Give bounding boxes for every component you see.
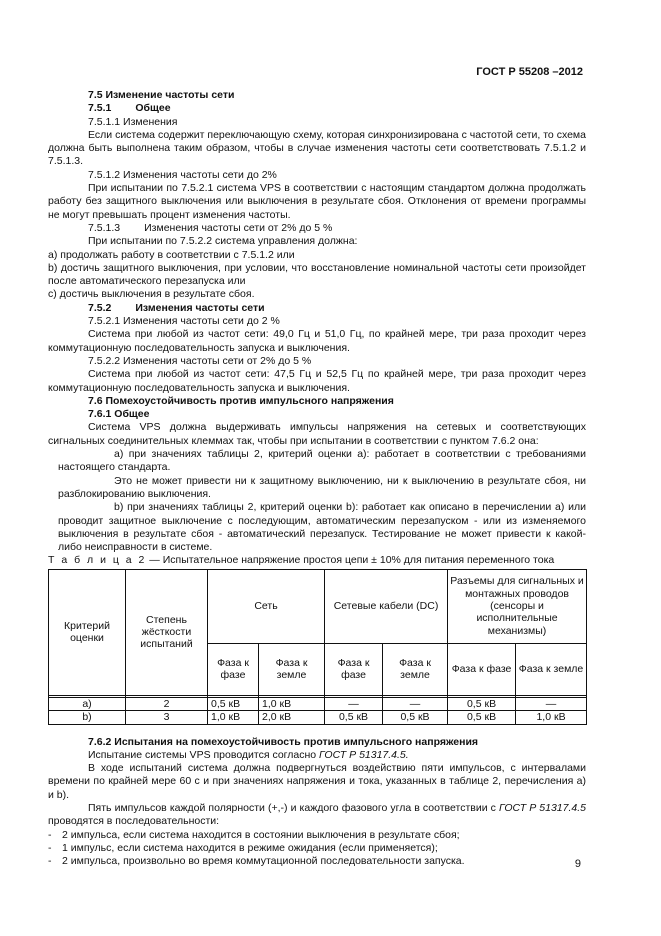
page-number: 9 xyxy=(574,858,581,870)
section-7-5-2-number: 7.5.2 xyxy=(88,301,112,314)
section-7-5-1-3-label: Изменения частоты сети от 2% до 5 % xyxy=(144,221,333,234)
table-subheader-dc-phase-phase: Фаза к фазе xyxy=(325,643,383,695)
table-row xyxy=(49,697,587,710)
table-2-caption-label: Т а б л и ц а 2 xyxy=(48,554,147,567)
section-7-6-2-p1-text: Испытание системы VPS проводится согласно xyxy=(88,748,320,761)
list-item-text: 2 импульса, если система находится в состоянии выключения в результате сбоя; xyxy=(62,828,460,841)
section-7-5-title: 7.5 Изменение частоты сети xyxy=(88,89,235,101)
section-7-5-1-3-number: 7.5.1.3 xyxy=(88,221,121,234)
table-2 xyxy=(48,569,587,725)
section-7-5-1-1-title: 7.5.1.1 Изменения xyxy=(88,115,178,128)
section-7-5-2-label: Изменения частоты сети xyxy=(135,301,265,314)
section-7-5-1-2-title: 7.5.1.2 Изменения частоты сети до 2% xyxy=(88,168,277,181)
section-7-5-2-title xyxy=(48,302,586,315)
list-item-b: b) достичь защитного выключения, при условии, что восстановление номинальной частоты сети произойдет после автоматического перезапуска или xyxy=(48,261,586,288)
table-subheader-mains-phase-ground: Фаза к земле xyxy=(259,643,325,695)
section-7-5-2-1-title: 7.5.2.1 Изменения частоты сети до 2 % xyxy=(88,315,280,328)
table-header-mains: Сеть xyxy=(208,569,325,643)
surge-item-b: b) при значениях таблицы 2, критерий оценки b): работает как описано в перечислении а) или проводит защитное выключение с последующим, автоматическим перезапуском - или из изменяемого выключения в результате сбоя - автоматический перезапуск. Тестирование не может привести к какой-либо неисправности в системе. xyxy=(58,501,586,554)
table-cell-severity: 2 xyxy=(126,697,208,710)
gost-reference: ГОСТ Р 51317.4.5. xyxy=(319,748,409,761)
table-header-severity: Степень жёсткости испытаний xyxy=(126,569,208,695)
table-cell-mains-pp: 1,0 кВ xyxy=(208,711,259,724)
section-7-5-1-1-text: Если система содержит переключающую схему, которая синхронизирована с частотой сети, то схема должна быть выполнена таким образом, чтобы в случае изменения частоты сети соответствовать 7.5.1.2 и 7.5.1.3. xyxy=(48,128,586,168)
table-cell-signal-pp: 0,5 кВ xyxy=(448,697,516,710)
table-cell-mains-pg: 1,0 кВ xyxy=(259,697,325,710)
list-item-text: 2 импульса, произвольно во время коммутационной последовательности запуска. xyxy=(62,855,465,868)
section-7-6-2-p3 xyxy=(48,802,586,829)
section-7-6-2-p3-tail: проводятся в последовательности: xyxy=(48,815,220,828)
page-content xyxy=(48,89,586,868)
table-subheader-signal-phase-phase: Фаза к фазе xyxy=(448,643,516,695)
section-7-6-1-text: Система VPS должна выдерживать импульсы напряжения на сетевых и соответствующих сигнальных соединительных клеммах так, чтобы при испытании в соответствии с пунктом 7.6.2 она: xyxy=(48,421,586,447)
surge-item-a: а) при значениях таблицы 2, критерий оценки а): работает в соответствии с требованиями настоящего стандарта. xyxy=(58,448,586,474)
section-7-5-2-1-text: Система при любой из частот сети: 49,0 Гц и 51,0 Гц, по крайней мере, три раза проходит через коммутационную последовательность запуска и выключения. xyxy=(48,328,586,354)
table-cell-dc-pp: — xyxy=(325,697,383,710)
table-cell-criterion: b) xyxy=(49,711,126,724)
surge-requirements-list xyxy=(48,448,586,554)
list-item xyxy=(48,842,586,855)
document-code: ГОСТ Р 55208 –2012 xyxy=(476,66,583,78)
section-7-5-2-2-title: 7.5.2.2 Изменения частоты сети от 2% до 5 % xyxy=(88,354,312,367)
gost-reference: ГОСТ Р 51317.4.5 xyxy=(498,801,586,814)
section-7-6-1-title: 7.6.1 Общее xyxy=(88,408,150,421)
section-7-6-2-p3-text: Пять импульсов каждой полярности (+,-) и каждого фазового угла в соответствии с xyxy=(88,801,499,814)
table-header-signal-connectors: Разъемы для сигнальных и монтажных проводов (сенсоры и исполнительные механизмы) xyxy=(448,569,587,643)
section-7-5-2-2-text: Система при любой из частот сети: 47,5 Гц и 52,5 Гц по крайней мере, три раза проходит через коммутационную последовательность запуска и выключения. xyxy=(48,368,586,394)
table-cell-severity: 3 xyxy=(126,711,208,724)
table-cell-signal-pp: 0,5 кВ xyxy=(448,711,516,724)
dash-bullet: - xyxy=(48,855,52,868)
list-item xyxy=(48,829,586,842)
table-cell-dc-pg: 0,5 кВ xyxy=(383,711,448,724)
dash-bullet: - xyxy=(48,841,52,854)
table-cell-dc-pg: — xyxy=(383,697,448,710)
table-subheader-mains-phase-phase: Фаза к фазе xyxy=(208,643,259,695)
dash-bullet: - xyxy=(48,828,52,841)
section-7-6-2-title: 7.6.2 Испытания на помехоустойчивость против импульсного напряжения xyxy=(88,735,479,748)
table-cell-mains-pp: 0,5 кВ xyxy=(208,697,259,710)
table-subheader-dc-phase-ground: Фаза к земле xyxy=(383,643,448,695)
list-item-text: 1 импульс, если система находится в режиме ожидания (если применяется); xyxy=(62,841,438,854)
list-item-c: с) достичь выключения в результате сбоя. xyxy=(48,288,255,301)
table-cell-mains-pg: 2,0 кВ xyxy=(259,711,325,724)
section-7-5-1-3-text: При испытании по 7.5.2.2 система управления должна: xyxy=(88,235,358,248)
table-cell-criterion: а) xyxy=(49,697,126,710)
table-2-caption xyxy=(48,554,586,567)
list-item xyxy=(48,855,586,868)
section-7-5-1-title xyxy=(48,102,586,115)
table-header-dc-cables: Сетевые кабели (DC) xyxy=(325,569,448,643)
table-header-criterion: Критерий оценки xyxy=(49,569,126,695)
section-7-6-2-p2: В ходе испытаний система должна подвергнуться воздействию пяти импульсов, с интервалами времени по крайней мере 60 с и при значениях напряжения и тока, указанных в таблице 2, перечисления а) и b). xyxy=(48,762,586,801)
table-2-caption-text: — Испытательное напряжение простоя цепи ± 10% для питания переменного тока xyxy=(146,554,555,567)
section-7-5-1-number: 7.5.1 xyxy=(88,102,112,115)
section-7-5-1-3-title xyxy=(48,222,586,235)
table-subheader-signal-phase-ground: Фаза к земле xyxy=(516,643,587,695)
table-cell-signal-pg: — xyxy=(516,697,587,710)
table-cell-dc-pp: 0,5 кВ xyxy=(325,711,383,724)
surge-item-a-note: Это не может привести ни к защитному выключению, ни к выключению в результате сбоя, ни разблокированию выключения. xyxy=(58,474,586,500)
section-7-6-2-p1 xyxy=(48,749,586,762)
table-cell-signal-pg: 1,0 кВ xyxy=(516,711,587,724)
section-7-5-1-label: Общее xyxy=(135,102,171,115)
section-7-5-1-2-text: При испытании по 7.5.2.1 система VPS в соответствии с настоящим стандартом должна продолжать работу без защитного выключения или выключения в результате сбоя. Отклонения от времени программы не могут превышать процент изменения частоты. xyxy=(48,182,586,221)
list-item-a: а) продолжать работу в соответствии с 7.5.1.2 или xyxy=(48,248,295,261)
table-row xyxy=(49,711,587,724)
section-7-6-title: 7.6 Помехоустойчивость против импульсного напряжения xyxy=(88,394,394,407)
